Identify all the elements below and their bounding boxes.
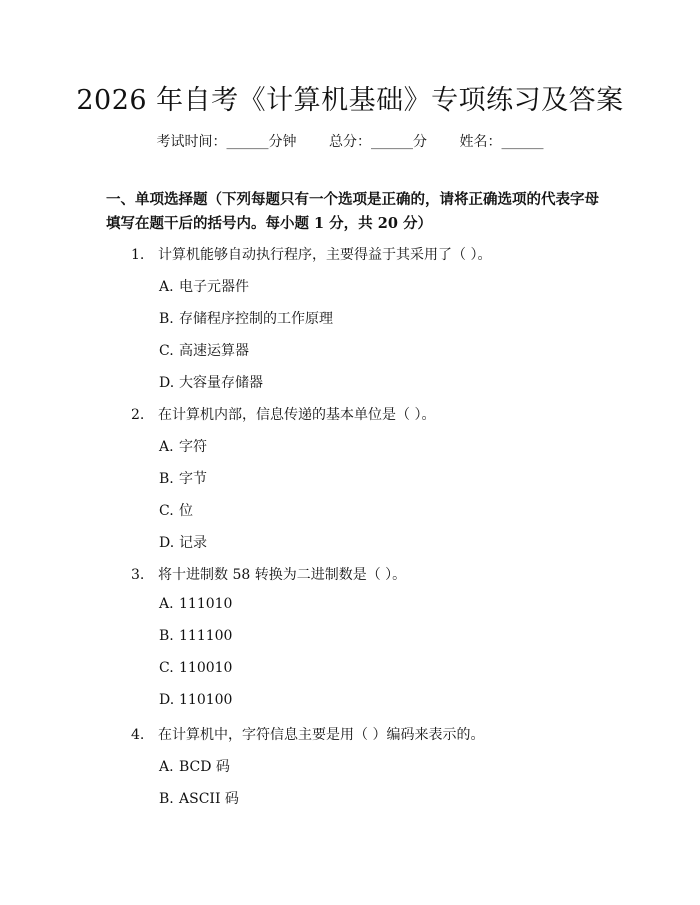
option-2d — [159, 532, 207, 552]
question-text: 计算机能够自动执行程序，主要得益于其采用了（ ）。 — [158, 247, 492, 263]
student-name-field: 姓名：______ — [459, 134, 544, 150]
option-letter: B. — [159, 471, 174, 487]
option-4b — [159, 788, 239, 808]
option-text: 字节 — [179, 471, 207, 487]
option-3a — [159, 596, 232, 612]
option-text: 110100 — [179, 692, 233, 708]
option-text: BCD 码 — [179, 759, 230, 775]
option-4a — [159, 756, 230, 776]
option-text: 高速运算器 — [179, 343, 249, 359]
option-text: 111100 — [179, 628, 233, 644]
option-text: 大容量存储器 — [179, 375, 263, 391]
option-2b — [159, 468, 207, 488]
option-1d — [159, 372, 263, 392]
option-letter: D. — [159, 535, 175, 551]
question-text: 将十进制数 58 转换为二进制数是（ ）。 — [158, 567, 407, 583]
option-3c — [159, 660, 232, 676]
option-letter: C. — [159, 343, 174, 359]
option-text: 电子元器件 — [179, 279, 249, 295]
option-1a — [159, 276, 249, 296]
option-letter: C. — [159, 660, 174, 676]
question-number: 3. — [131, 567, 145, 583]
question-text: 在计算机内部，信息传递的基本单位是（ ）。 — [158, 407, 436, 423]
option-letter: A. — [159, 759, 174, 775]
question-text: 在计算机中，字符信息主要是用（ ）编码来表示的。 — [158, 727, 485, 743]
question-number: 1. — [131, 247, 145, 263]
option-2c — [159, 500, 193, 520]
section-heading: 一、单项选择题（下列每题只有一个选项是正确的，请将正确选项的代表字母填写在题干后的括号内。每小题 1 分，共 20 分） — [106, 191, 599, 232]
option-3d — [159, 692, 232, 708]
page-title: 2026 年自考《计算机基础》专项练习及答案 — [76, 85, 624, 116]
option-text: 记录 — [179, 535, 207, 551]
option-letter: A. — [159, 596, 174, 612]
total-score-field: 总分：______分 — [329, 134, 427, 150]
option-letter: A. — [159, 279, 174, 295]
exam-time-field: 考试时间：______分钟 — [156, 134, 297, 150]
option-letter: D. — [159, 692, 175, 708]
question-4 — [131, 724, 484, 744]
option-text: 字符 — [179, 439, 207, 455]
option-text: 存储程序控制的工作原理 — [179, 311, 333, 327]
option-letter: B. — [159, 628, 174, 644]
option-1c — [159, 340, 249, 360]
question-3 — [131, 564, 406, 584]
option-2a — [159, 436, 207, 456]
question-number: 4. — [131, 727, 145, 743]
option-letter: B. — [159, 311, 174, 327]
option-letter: C. — [159, 503, 174, 519]
option-text: 110010 — [179, 660, 233, 676]
option-letter: B. — [159, 791, 174, 807]
option-text: 位 — [179, 503, 193, 519]
option-text: 111010 — [179, 596, 233, 612]
question-number: 2. — [131, 407, 145, 423]
option-3b — [159, 628, 232, 644]
option-letter: A. — [159, 439, 174, 455]
exam-info-line — [0, 131, 700, 151]
option-letter: D. — [159, 375, 175, 391]
question-1 — [131, 244, 491, 264]
option-text: ASCII 码 — [179, 791, 239, 807]
question-2 — [131, 404, 435, 424]
option-1b — [159, 308, 333, 328]
